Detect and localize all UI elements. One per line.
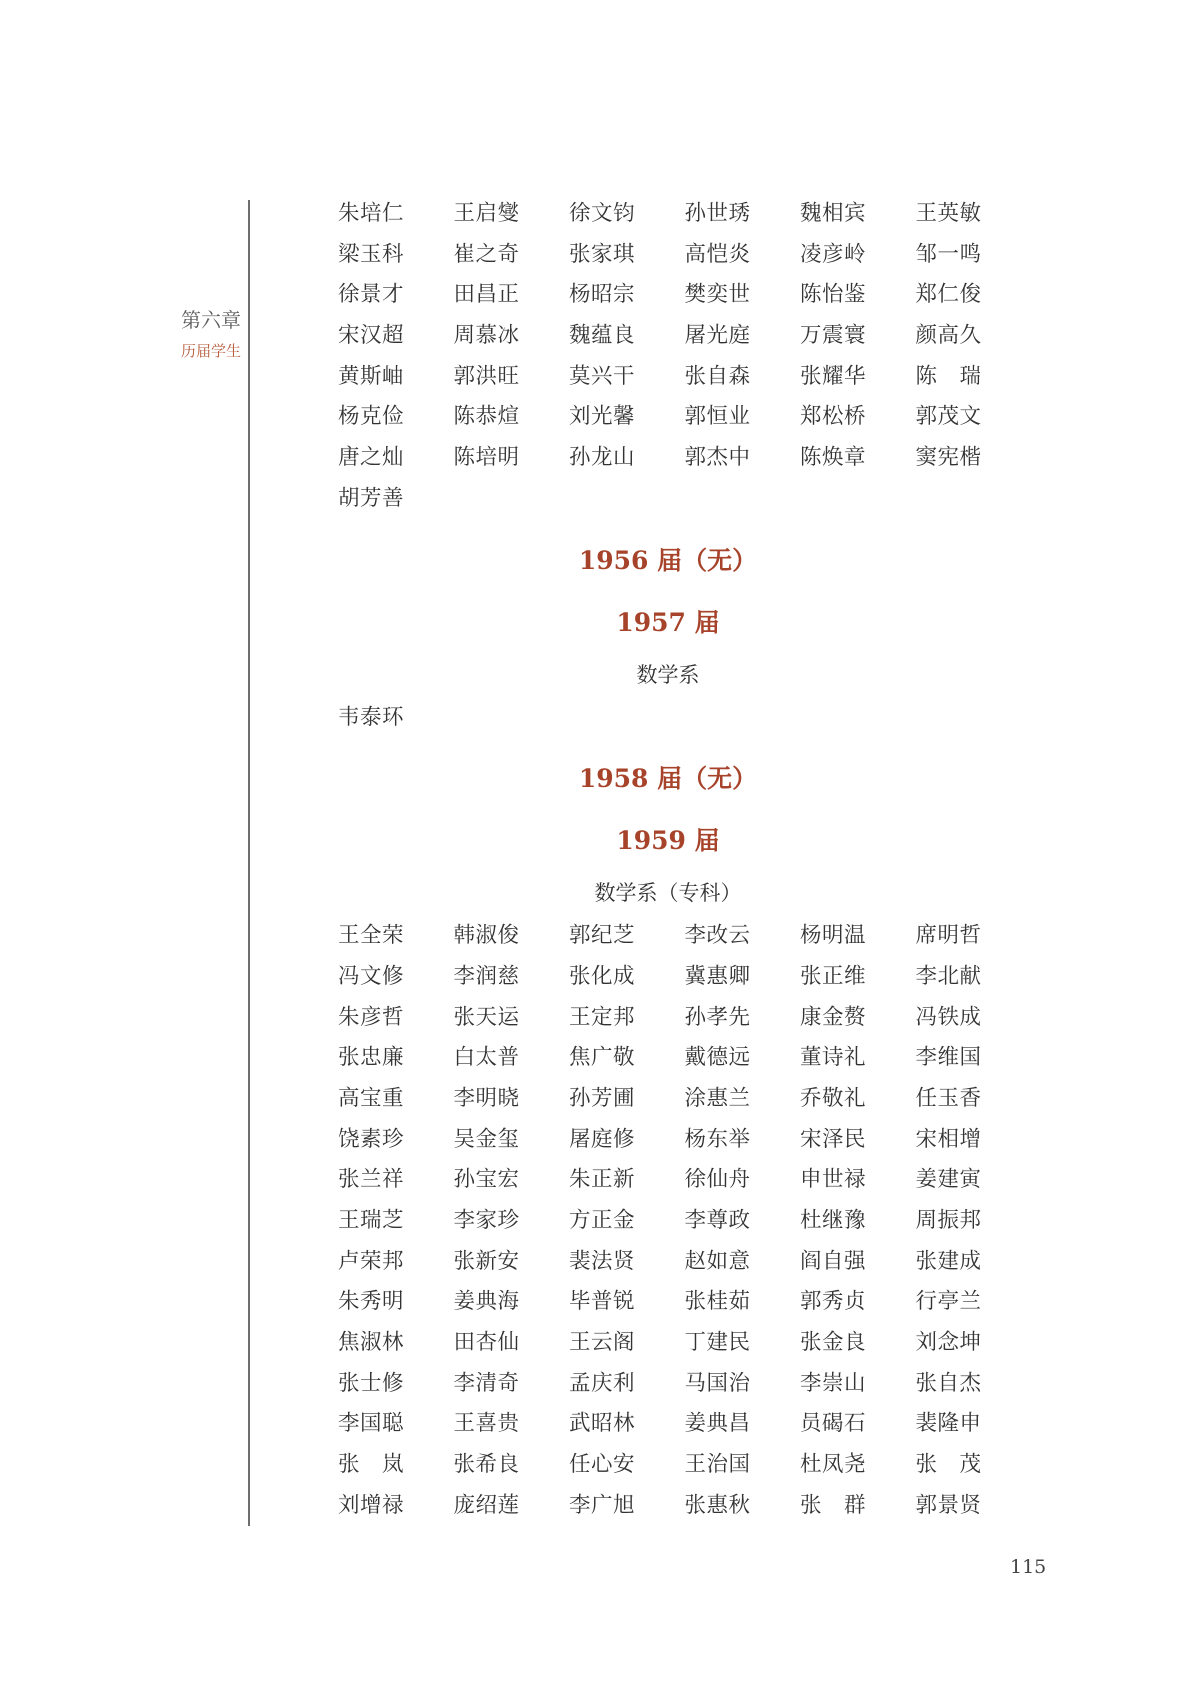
student-name: 杜继豫 [800,1208,867,1233]
student-name: 魏蕴良 [569,323,636,349]
student-name: 孙芳圃 [569,1085,636,1111]
student-name: 黄斯岫 [338,363,405,389]
student-name: 乔敬礼 [800,1085,867,1111]
student-name: 赵如意 [684,1248,751,1274]
student-name: 郑仁俊 [915,282,982,308]
section-label: 历届学生 [180,342,241,360]
student-name: 唐之灿 [338,445,405,471]
student-name: 武昭林 [569,1411,636,1437]
student-name: 宋汉超 [338,323,405,349]
student-name: 张耀华 [800,363,867,389]
student-name: 樊奕世 [684,282,751,308]
student-name: 张建成 [915,1248,982,1274]
student-name: 张忠廉 [338,1045,405,1071]
student-name: 陈怡鉴 [800,282,867,308]
student-name: 孙龙山 [569,445,636,471]
student-name: 郭恒业 [684,404,751,430]
student-name: 郭纪芝 [569,923,636,949]
student-name: 周慕冰 [453,323,520,349]
student-name: 阎自强 [800,1248,867,1274]
student-name: 焦广敬 [569,1045,636,1071]
student-name: 王定邦 [569,1004,636,1030]
student-name: 冯文修 [338,963,405,989]
student-name: 张惠秋 [684,1492,751,1518]
student-name: 郭洪旺 [453,363,520,389]
student-name: 陈恭煊 [453,404,520,430]
student-name: 高恺炎 [684,241,751,267]
student-name: 朱培仁 [338,201,405,226]
student-name: 李北献 [915,963,982,989]
student-name: 郭茂文 [915,404,982,430]
student-name: 姜典海 [453,1289,520,1315]
student-name: 王全荣 [338,923,405,949]
page-number: 115 [1010,1556,1047,1578]
student-name: 宋泽民 [800,1126,867,1152]
student-name: 杨东举 [684,1126,751,1152]
year-heading-1959: 1959 届 [616,826,720,856]
student-name: 饶素珍 [338,1126,405,1152]
student-name: 张 岚 [338,1452,405,1478]
student-name: 李崇山 [800,1370,867,1396]
student-name: 张 群 [800,1492,867,1518]
student-name: 刘念坤 [915,1330,982,1356]
student-name: 马国治 [684,1370,751,1396]
year-heading-1956: 1956 届（无） [578,545,758,575]
student-name: 杨克俭 [338,404,405,430]
chapter-label: 第六章 [181,308,241,332]
student-name: 方正金 [569,1208,636,1233]
student-name: 韩淑俊 [453,923,520,949]
student-name: 朱秀明 [338,1289,405,1315]
student-name: 窦宪楷 [915,445,982,471]
student-name: 郭秀贞 [800,1289,867,1315]
student-name: 田杏仙 [453,1330,520,1356]
student-name: 朱正新 [569,1167,636,1193]
student-name: 孟庆利 [569,1370,636,1396]
student-name: 王英敏 [915,201,982,226]
student-name: 张天运 [453,1004,520,1030]
student-name: 王治国 [684,1452,751,1478]
student-name: 李尊政 [684,1208,751,1233]
name-grid-1957 [338,698,998,739]
student-name: 行亭兰 [915,1289,982,1315]
student-name: 徐仙舟 [684,1167,751,1193]
student-name: 万震寰 [800,323,867,349]
student-name: 杨明温 [800,923,867,949]
student-name: 李改云 [684,923,751,949]
student-name: 张 茂 [915,1452,982,1478]
student-name: 邹一鸣 [915,241,982,267]
vertical-divider [248,200,250,1526]
student-name: 姜建寅 [915,1167,982,1193]
name-grid-1959 [338,916,998,1526]
student-name: 郭景贤 [915,1492,982,1518]
student-name: 董诗礼 [800,1045,867,1071]
student-name: 杜凤尧 [800,1452,867,1478]
year-heading-1958: 1958 届（无） [578,764,758,794]
student-name: 郑松桥 [800,404,867,430]
student-name: 吴金玺 [453,1126,520,1152]
student-name: 王启燮 [453,201,520,226]
student-name: 杨昭宗 [569,282,636,308]
student-name: 焦淑林 [338,1330,405,1356]
student-name: 李清奇 [453,1370,520,1396]
department-heading-1957: 数学系 [636,662,700,687]
student-name: 丁建民 [684,1330,751,1356]
student-name: 魏相宾 [800,201,867,226]
student-name: 陈焕章 [800,445,867,471]
student-name: 涂惠兰 [684,1085,751,1111]
student-name: 李维国 [915,1045,982,1071]
student-name: 裴隆申 [915,1411,982,1437]
student-name: 郭杰中 [684,445,751,471]
student-name: 周振邦 [915,1208,982,1233]
student-name: 戴德远 [684,1045,751,1071]
name-grid-continued [338,194,998,520]
student-name: 刘增禄 [338,1492,405,1518]
student-name: 胡芳善 [338,485,405,511]
department-heading-1959: 数学系（专科） [594,881,742,906]
student-name: 员碣石 [800,1411,867,1437]
student-name: 康金赘 [800,1004,867,1030]
student-name: 王瑞芝 [338,1208,405,1233]
main-content [338,194,998,1527]
student-name: 卢荣邦 [338,1248,405,1274]
student-name: 徐景才 [338,282,405,308]
student-name: 梁玉科 [338,241,405,267]
student-name: 张家琪 [569,241,636,267]
student-name: 张正维 [800,963,867,989]
student-name: 朱彦哲 [338,1004,405,1030]
student-name: 刘光馨 [569,404,636,430]
student-name: 高宝重 [338,1085,405,1111]
year-heading-1957: 1957 届 [616,607,720,637]
student-name: 王云阁 [569,1330,636,1356]
student-name: 颜高久 [915,323,982,349]
student-name: 崔之奇 [453,241,520,267]
student-name: 李明晓 [453,1085,520,1111]
student-name: 张自杰 [915,1370,982,1396]
student-name: 张桂茹 [684,1289,751,1315]
student-name: 孙世琇 [684,201,751,226]
student-name: 张自森 [684,363,751,389]
student-name: 孙孝先 [684,1004,751,1030]
student-name: 韦泰环 [338,704,405,730]
student-name: 李国聪 [338,1411,405,1437]
student-name: 李家珍 [453,1208,520,1233]
student-name: 徐文钧 [569,201,636,226]
student-name: 屠庭修 [569,1126,636,1152]
student-name: 李润慈 [453,963,520,989]
student-name: 姜典昌 [684,1411,751,1437]
student-name: 冯铁成 [915,1004,982,1030]
student-name: 裴法贤 [569,1248,636,1274]
student-name: 宋相增 [915,1126,982,1152]
student-name: 陈 瑞 [915,363,982,389]
student-name: 孙宝宏 [453,1167,520,1193]
student-name: 任心安 [569,1452,636,1478]
student-name: 李广旭 [569,1492,636,1518]
student-name: 张兰祥 [338,1167,405,1193]
student-name: 张金良 [800,1330,867,1356]
student-name: 陈培明 [453,445,520,471]
student-name: 王喜贵 [453,1411,520,1437]
student-name: 毕普锐 [569,1289,636,1315]
student-name: 张新安 [453,1248,520,1274]
student-name: 庞绍莲 [453,1492,520,1518]
student-name: 张化成 [569,963,636,989]
student-name: 申世禄 [800,1167,867,1193]
student-name: 凌彦岭 [800,241,867,267]
student-name: 田昌正 [453,282,520,308]
student-name: 张希良 [453,1452,520,1478]
student-name: 任玉香 [915,1085,982,1111]
student-name: 屠光庭 [684,323,751,349]
student-name: 冀惠卿 [684,963,751,989]
student-name: 张士修 [338,1370,405,1396]
student-name: 莫兴干 [569,363,636,389]
student-name: 席明哲 [915,923,982,949]
student-name: 白太普 [453,1045,520,1071]
